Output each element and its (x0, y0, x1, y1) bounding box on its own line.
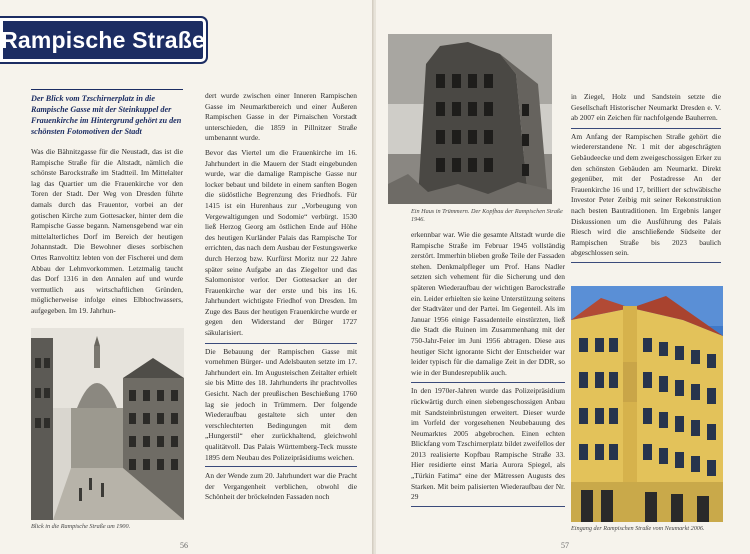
body-paragraph: in Ziegel, Holz und Sandstein setzte die Gesellschaft Historischer Neumarkt Dresden e. V. ab 2007 ein Zeichen für nachfolgende Bauherren. (571, 92, 721, 123)
intro-text: Der Blick vom Tzschirnerplatz in die Rampische Gasse mit der Steinkuppel der Frauenkirche im Hintergrund gehört zu den schönsten Fotomotiven der Stadt (31, 89, 183, 137)
right-page (376, 0, 750, 554)
page-number: 57 (561, 541, 569, 550)
body-paragraph: Was die Bähnitzgasse für die Neustadt, das ist die Rampische Straße für die Altstadt, nämlich die schönste Barockstraße im Stadtteil. Im Mittelalter lag das Quartier um die Frauenkirche vor den Toren der Stadt. Der Weg von Dresden führte damals durch das Frauentor, vorbei an der gotischen Kirche zum Gottesacker, hinter dem die Rampische Gasse begann. Namensgebend war ein mittelalterliches Dorf im Bereich der heutigen Johannstadt. Die Bewohner dieses sorbischen Ortes Ranvoltitz lebten von der Fischerei und dem Abbau der Lehmvorkommen. Letztmalig taucht das Dorf 1316 in den Annalen auf und wurde vermutlich aus wirtschaftlichen Gründen, möglicherweise infolge eines Elbhochwassers, aufgegeben. Im 19. Jahrhun- (31, 147, 183, 315)
left-column-2 (205, 91, 357, 503)
street-sign-title (0, 18, 206, 62)
photo-caption: Ein Haus in Trümmern. Der Kopfbau der Rampischen Straße 1946. (411, 208, 563, 223)
page-title: Rampische Straße (1, 26, 205, 53)
ruin-photo (388, 34, 552, 204)
body-paragraph: erkennbar war. Wie die gesamte Altstadt wurde die Rampische Straße im Februar 1945 vollständig zerstört. Immerhin blieben große Teile der Fassaden stehen. Denkmalpfleger um Prof. Hans Nadler setzten sich vehement für die Sicherung und den späteren Wiederaufbau der wichtigen Barockstraße ein. Leider erhielten sie keine Unterstützung seitens der Stadtväter und der Partei. Im Gegenteil. Als im Januar 1956 einige Fassadenteile einstürzten, ließ die Stadt die Ruinen im Zusammenhang mit der 750-Jahr-Feier im Juni 1956 abtragen. Diese aus heutiger Sicht ignorante Sicht der Entscheider war leider typisch für die damalige Zeit in der DDR, so wie in der Bundesrepublik auch. (411, 230, 565, 377)
page-number: 56 (180, 541, 188, 550)
photo-caption: Blick in die Rampische Straße um 1900. (31, 523, 131, 530)
modern-building-photo (571, 286, 723, 522)
left-column-1 (31, 147, 183, 317)
left-page (0, 0, 374, 554)
photo-caption: Eingang der Rampischen Straße vom Neumarkt 2006. (571, 525, 705, 532)
body-paragraph: dert wurde zwischen einer Inneren Rampischen Gasse im Neumarktbereich und einer Äußeren Rampischen Gasse in der Pirnaischen Vorstadt unterschieden, die 1859 in Pillnitzer Straße umbenannt wurde. (205, 91, 357, 143)
body-paragraph: An der Wende zum 20. Jahrhundert war die Pracht der Vergangenheit verblichen, obwohl die Schönheit der bröckelnden Fassaden noch (205, 471, 357, 502)
body-paragraph-highlight: Am Anfang der Rampischen Straße gehört die wiedererstandene Nr. 1 mit der abgeschrägten Gebäudeecke und dem zweigeschossigen Erker zu den schönsten Gebäuden am Neumarkt. Direkt gegenüber, mit der Postadresse An der Frauenkirche 16 und 17, brilliert der schwäbische Investor Peter Zeibig mit seiner Rekonstruktion nach besten Bautraditionen. Im Ergebnis langer Diskussionen um die Ausführung des Palais Riesch wird die anschließende Südseite der Rampischen Straße bis 2023 baulich abgeschlossen sein. (571, 128, 721, 263)
historic-street-photo (31, 328, 184, 520)
body-paragraph-highlight: In den 1970er-Jahren wurde das Polizeipräsidium rückwärtig durch einen siebengeschossigen Anbau mit Sandsteinbrüstungen erweitert. Dieser wurde im Vorfeld der vorgesehenen Neubebauung des Neumarktes 2005 abgebrochen. Einen echten Blickfang vom Tzschirnerplatz bildet zweifellos der 2013 realisierte Kopfbau Rampische Straße 33. Hier residierte einst Maria Aurora Spiegel, als „Türkin Fatima“ eine der Mätressen Augusts des Starken. Mit beim palisierten Wiederaufbau der Nr. 29 (411, 382, 565, 507)
body-paragraph: Bevor das Viertel um die Frauenkirche im 16. Jahrhundert in die Mauern der Stadt eingebunden wurde, war die damalige Rampische Gasse nur locker bebaut und bildete in einem sanften Bogen die südöstliche Begrenzung des Friedhofs. Für 1415 ist ein Hurenhaus zur „Vorbeugung von Vergewaltigungen und Sodomie“ verbürgt. 1530 ließ Herzog Georg am östlichen Ende auf Höhe des heutigen Kurländer Palais das Rampische Tor errichten, das nach dem Ausbau der Festungswerke durch Herzog bzw. Kurfürst Moritz nur 22 Jahre später seine Aufgabe an das Ziegeltor und das Salomonistor verlor. Der Gottesacker an der Frauenkirche war der erste und bis ins 16. Jahrhundert wichtigste Friedhof von Dresden. Im Zuge des Baus der heutigen Frauenkirche wurde er gegen den Widerstand der Bürger 1727 säkularisiert. (205, 147, 357, 338)
right-column-2 (571, 92, 721, 263)
body-paragraph-highlight: Die Bebauung der Rampischen Gasse mit vornehmen Bürger- und Adelsbauten setzte im 17. Jahrhundert ein. Im Augusteischen Zeitalter erhielt sie bis Mitte des 18. Jahrhunderts ihr prachtvolles Gesicht. Nach der preußischen Beschießung 1760 lag sie jedoch in Trümmern. Der folgende Wiederaufbau gestaltete sich unter den verschlechterten Bedingungen mit dem „Hungerstil“ eher zurückhaltend, gleichwohl qualitätvoll. Das Palais Württemberg-Teck musste 1895 dem Neubau des Polizeipräsidiums weichen. (205, 343, 357, 468)
right-column-1 (411, 230, 565, 507)
